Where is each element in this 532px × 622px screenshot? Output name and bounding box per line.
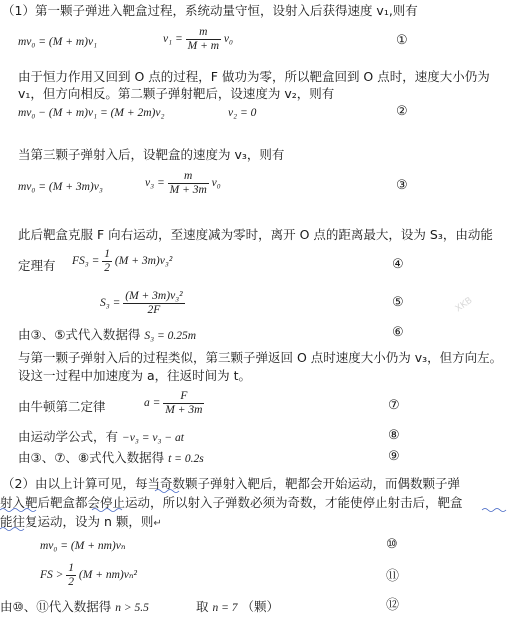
paragraph-3: 当第三颗子弹射入后，设靶盒的速度为 v₃，则有 [18, 147, 285, 162]
equation-tag-5: ⑤ [392, 295, 404, 310]
paragraph-2-line-1: 由于恒力作用又回到 O 点的过程，F 做功为零，所以靶盒回到 O 点时，速度大小仍为 [18, 69, 490, 84]
intro-line: （1）第一颗子弹进入靶盒过程，系统动量守恒，设射入后获得速度 v₁,则有 [2, 3, 418, 18]
equation-tag-6: ⑥ [392, 325, 404, 340]
equation-tag-11: ⑪ [386, 569, 400, 584]
part2-line-3: 能往复运动，设为 n 颗，则↵ [0, 514, 162, 529]
equation-tag-2: ② [396, 104, 408, 119]
part2-conclusion: 由⑩、⑪代入数据得 n > 5.5 [0, 599, 149, 614]
equation-1-momentum: mv₀ = (M + m)v₁ [18, 36, 98, 48]
equation-tag-12: ⑫ [386, 598, 400, 613]
paragraph-6-line-1: 与第一颗子弹射入后的过程类似，第三颗子弹返回 O 点时速度大小仍为 v₃，但方向左。 [18, 350, 503, 365]
part2-line-2: 射入靶后靶盒都会停止运动，所以射入子弹数必须为奇数，才能使停止射击后，靶盒 [0, 495, 463, 510]
equation-11-energy: FS > $\frac{1}{2}$ (M + nm)vₙ² [40, 562, 137, 588]
equation-9-time: t = 0.2s [168, 453, 204, 465]
equation-12-answer: n = 7 [212, 602, 238, 614]
equation-tag-10: ⑩ [386, 537, 398, 552]
return-mark: ↵ [153, 518, 162, 529]
equation-4-energy: FS₃ = $\frac{1}{2}$ (M + 3m)v₃² [72, 248, 173, 274]
watermark: XKB [453, 295, 475, 315]
paragraph-6-line-2: 设这一过程中加速度为 a，往返时间为 t。 [18, 368, 252, 383]
equation-tag-1: ① [396, 33, 408, 48]
paragraph-2-line-2: v₁，但方向相反。第二颗子弹射靶后，设速度为 v₂，则有 [18, 86, 335, 101]
equation-2-momentum: mv₀ − (M + m)v₁ = (M + 2m)v₂ [18, 107, 165, 119]
paragraph-9: 由③、⑦、⑧式代入数据得 t = 0.2s [18, 450, 204, 465]
equation-12-bound: n > 5.5 [115, 602, 149, 614]
paragraph-5: 由③、⑤式代入数据得 S₃ = 0.25m [18, 327, 197, 342]
equation-tag-3: ③ [396, 178, 408, 193]
paragraph-4-line-1: 此后靶盒克服 F 向右运动，至速度减为零时，离开 O 点的距离最大，设为 S₃，由动能 [18, 227, 493, 242]
equation-tag-9: ⑨ [388, 449, 400, 464]
equation-tag-4: ④ [392, 257, 404, 272]
equation-1-velocity: v₁ = $\frac{m}{M + m}$ v₀ [163, 26, 234, 52]
paragraph-4-line-2: 定理有 [18, 258, 56, 273]
equation-8-kinematics: −v₃ = v₃ − at [122, 432, 184, 444]
equation-7-acceleration: a = $\frac{F}{M + 3m}$ [144, 390, 203, 416]
equation-2-velocity: v₂ = 0 [228, 107, 257, 119]
equation-10-momentum: mv₀ = (M + nm)vₙ [40, 540, 126, 552]
part2-answer: 取 n = 7 （颗） [196, 599, 280, 614]
equation-3-momentum: mv₀ = (M + 3m)v₃ [18, 181, 103, 193]
part2-line-1: （2）由以上计算可见，每当奇数颗子弹射入靶后，靶都会开始运动，而偶数颗子弹 [2, 476, 460, 491]
equation-tag-8: ⑧ [388, 428, 400, 443]
paragraph-8: 由运动学公式，有 −v₃ = v₃ − at [18, 429, 184, 444]
equation-3-velocity: v₃ = $\frac{m}{M + 3m}$ v₀ [145, 170, 221, 196]
equation-tag-7: ⑦ [388, 398, 400, 413]
equation-5-distance: S₃ = $\frac{\text{(M + 3m)v₃²}}{2F}$ [100, 290, 183, 316]
paragraph-7: 由牛顿第二定律 [18, 399, 106, 414]
equation-5-result: S₃ = 0.25m [144, 330, 197, 342]
